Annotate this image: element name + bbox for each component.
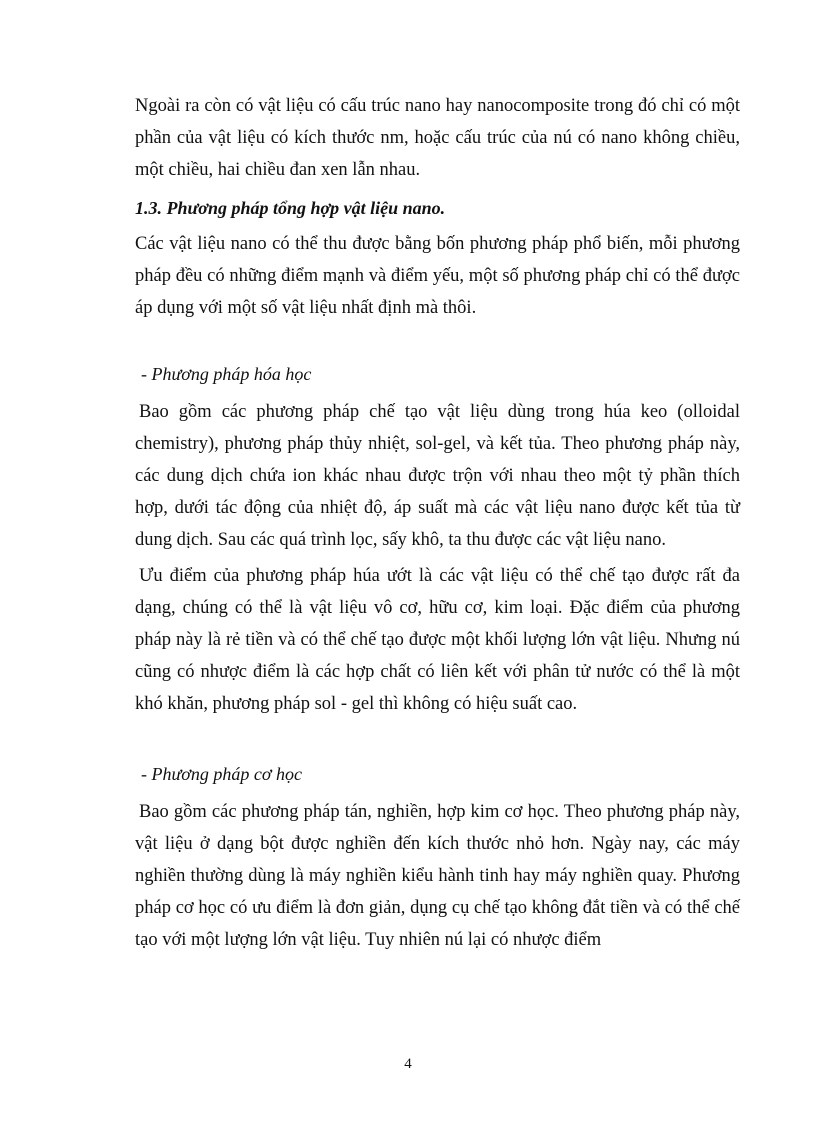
subheading-mechanical: - Phương pháp cơ học bbox=[141, 764, 302, 784]
paragraph-intro: Ngoài ra còn có vật liệu có cấu trúc nano hay nanocomposite trong đó chỉ có một phần của vật liệu có kích thước nm, hoặc cấu trúc của nú có nano không chiều, một chiều, hai chiều đan xen lẫn nhau. bbox=[135, 96, 740, 180]
subheading-chemical: - Phương pháp hóa học bbox=[141, 364, 312, 384]
document-page bbox=[135, 90, 740, 956]
page-number: 4 bbox=[404, 1056, 412, 1072]
paragraph-chemical-2: Ưu điểm của phương pháp húa ướt là các vật liệu có thể chế tạo được rất đa dạng, chúng có thể là vật liệu vô cơ, hữu cơ, kim loại. Đặc điểm của phương pháp này là rẻ tiền và có thể chế tạo được một khối lượng lớn vật liệu. Nhưng nú cũng có nhược điểm là các hợp chất có liên kết với phân tử nước có thể là một khó khăn, phương pháp sol - gel thì không có hiệu suất cao. bbox=[135, 566, 740, 714]
paragraph-methods: Các vật liệu nano có thể thu được bằng bốn phương pháp phổ biến, mỗi phương pháp đều có những điểm mạnh và điểm yếu, một số phương pháp chỉ có thể được áp dụng với một số vật liệu nhất định mà thôi. bbox=[135, 234, 740, 318]
paragraph-mechanical: Bao gồm các phương pháp tán, nghiền, hợp kim cơ học. Theo phương pháp này, vật liệu ở dạng bột được nghiền đến kích thước nhỏ hơn. Ngày nay, các máy nghiền thường dùng là máy nghiền kiểu hành tinh hay máy nghiền quay. Phương pháp cơ học có ưu điểm là đơn giản, dụng cụ chế tạo không đắt tiền và có thể chế tạo với một lượng lớn vật liệu. Tuy nhiên nú lại có nhược điểm bbox=[135, 802, 740, 950]
paragraph-chemical-1: Bao gồm các phương pháp chế tạo vật liệu dùng trong húa keo (olloidal chemistry), phương pháp thủy nhiệt, sol-gel, và kết tủa. Theo phương pháp này, các dung dịch chứa ion khác nhau được trộn với nhau theo một tỷ phần thích hợp, dưới tác động của nhiệt độ, áp suất mà các vật liệu nano được kết tủa từ dung dịch. Sau các quá trình lọc, sấy khô, ta thu được các vật liệu nano. bbox=[135, 402, 740, 550]
section-heading: 1.3. Phương pháp tổng hợp vật liệu nano. bbox=[135, 198, 446, 218]
